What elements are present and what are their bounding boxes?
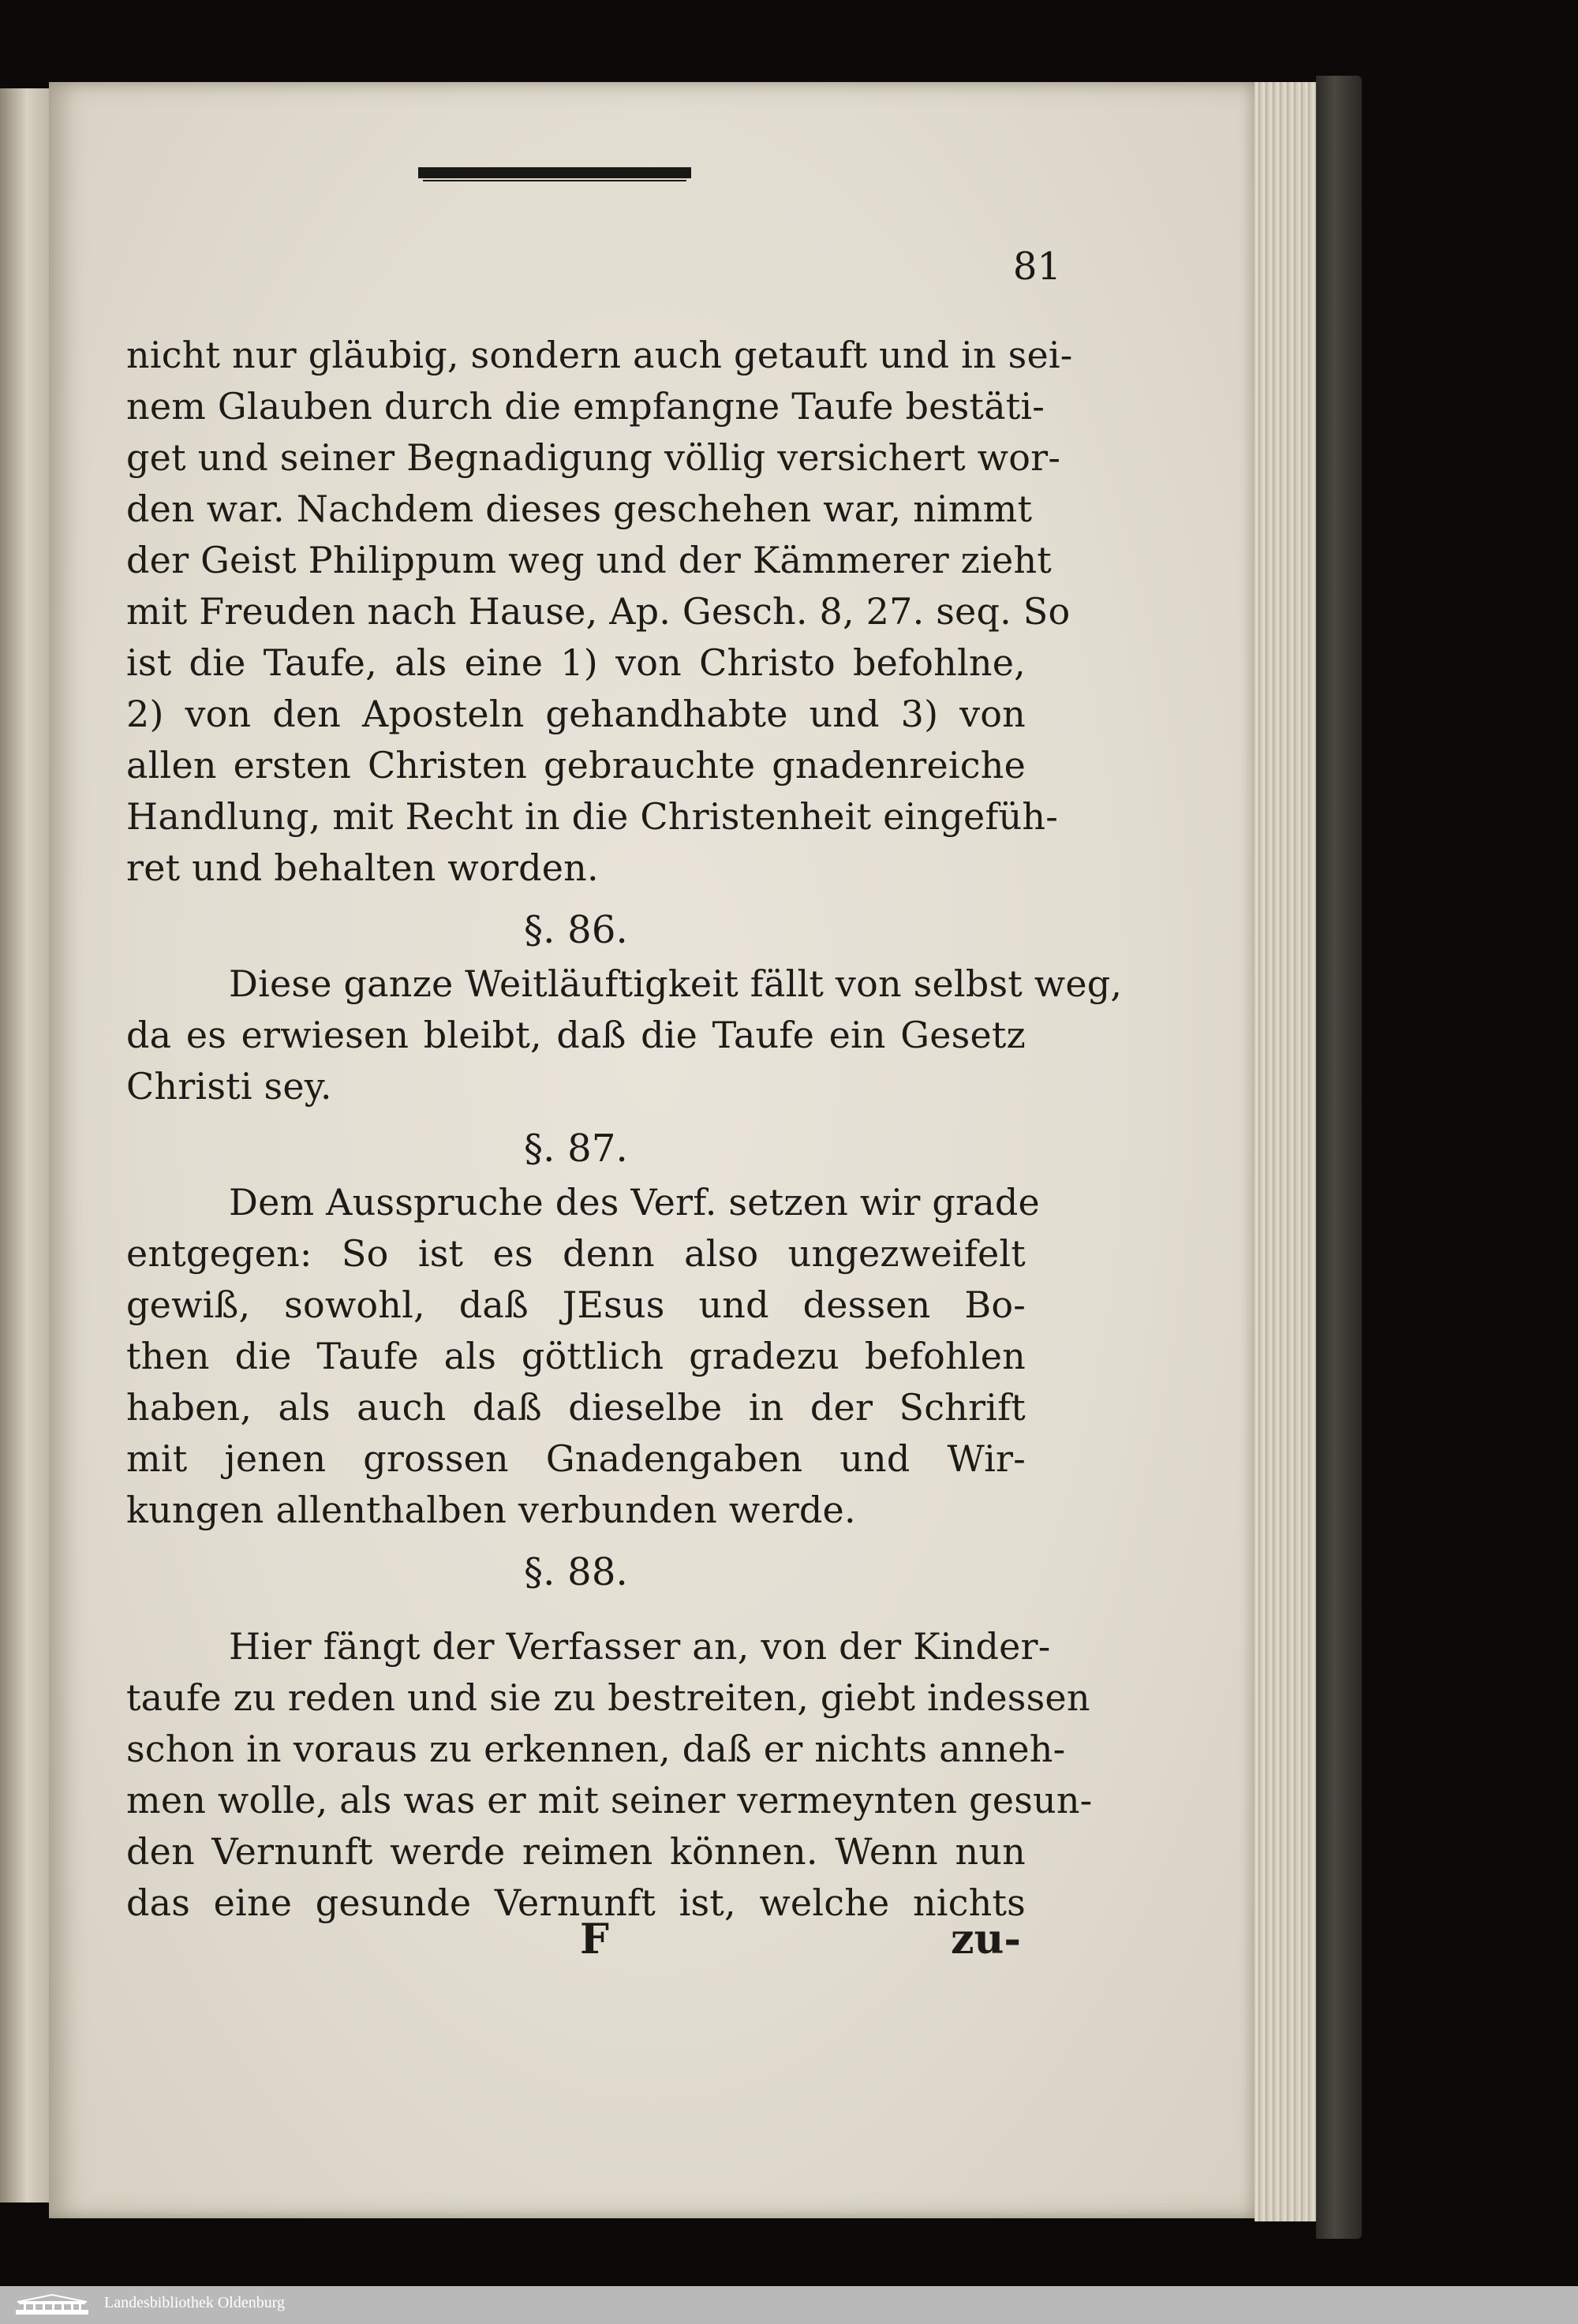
spacer bbox=[126, 1601, 1026, 1621]
text-line: Christi sey. bbox=[126, 1065, 332, 1108]
text-line: 2) von den Aposteln gehandhabte und 3) von bbox=[126, 693, 1026, 735]
section-heading-88: §. 88. bbox=[523, 1550, 629, 1594]
text-line: schon in voraus zu erkennen, daß er nichts anneh- bbox=[126, 1728, 1066, 1770]
text-line: Diese ganze Weitläuftigkeit fällt von selbst weg, bbox=[229, 962, 1123, 1005]
text-line: mit Freuden nach Hause, Ap. Gesch. 8, 27. seq. So bbox=[126, 590, 1071, 633]
text-line: get und seiner Begnadigung völlig versichert wor- bbox=[126, 436, 1061, 479]
text-line: allen ersten Christen gebrauchte gnadenreiche bbox=[126, 744, 1026, 786]
text-line: nicht nur gläubig, sondern auch getauft und in sei- bbox=[126, 334, 1073, 376]
page-stack-edges bbox=[1255, 82, 1316, 2221]
library-building-icon bbox=[11, 2292, 93, 2318]
text-line: den war. Nachdem dieses geschehen war, nimmt bbox=[126, 488, 1033, 530]
signature-mark: F bbox=[580, 1915, 609, 1963]
page-number: 81 bbox=[1012, 245, 1061, 289]
page-text bbox=[126, 330, 1123, 1929]
text-line: Dem Ausspruche des Verf. setzen wir grade bbox=[229, 1181, 1040, 1224]
text-line: den Vernunft werde reimen können. Wenn nun bbox=[126, 1830, 1026, 1873]
text-line: Handlung, mit Recht in die Christenheit eingefüh- bbox=[126, 795, 1059, 838]
text-line: Hier fängt der Verfasser an, von der Kinder- bbox=[229, 1625, 1051, 1668]
footer-bar bbox=[0, 2286, 1578, 2324]
text-line: das eine gesunde Vernunft ist, welche nichts bbox=[126, 1881, 1026, 1924]
text-line: der Geist Philippum weg und der Kämmerer zieht bbox=[126, 539, 1052, 581]
catchword: zu- bbox=[951, 1915, 1021, 1963]
text-line: mit jenen grossen Gnadengaben und Wir- bbox=[126, 1437, 1026, 1480]
text-line: taufe zu reden und sie zu bestreiten, giebt indessen bbox=[126, 1676, 1090, 1719]
text-line: da es erwiesen bleibt, daß die Taufe ein Gesetz bbox=[126, 1014, 1026, 1056]
section-heading-87: §. 87. bbox=[523, 1127, 629, 1171]
book-cover-edge bbox=[1316, 76, 1362, 2239]
text-line: entgegen: So ist es denn also ungezweifelt bbox=[126, 1232, 1026, 1275]
text-line: ist die Taufe, als eine 1) von Christo befohlne, bbox=[126, 641, 1026, 684]
text-line: gewiß, sowohl, daß JEsus und dessen Bo- bbox=[126, 1283, 1026, 1326]
text-line: nem Glauben durch die empfangne Taufe bestäti- bbox=[126, 385, 1045, 428]
text-line: haben, als auch daß dieselbe in der Schrift bbox=[126, 1386, 1026, 1429]
text-line: then die Taufe als göttlich gradezu befohlen bbox=[126, 1335, 1026, 1377]
section-heading-86: §. 86. bbox=[523, 908, 629, 952]
text-line: ret und behalten worden. bbox=[126, 846, 599, 889]
text-line: kungen allenthalben verbunden werde. bbox=[126, 1489, 856, 1531]
library-name: Landesbibliothek Oldenburg bbox=[104, 2294, 286, 2311]
left-page-edge bbox=[0, 88, 49, 2203]
text-line: men wolle, als was er mit seiner vermeynten gesun- bbox=[126, 1779, 1093, 1821]
header-rule bbox=[418, 167, 691, 178]
